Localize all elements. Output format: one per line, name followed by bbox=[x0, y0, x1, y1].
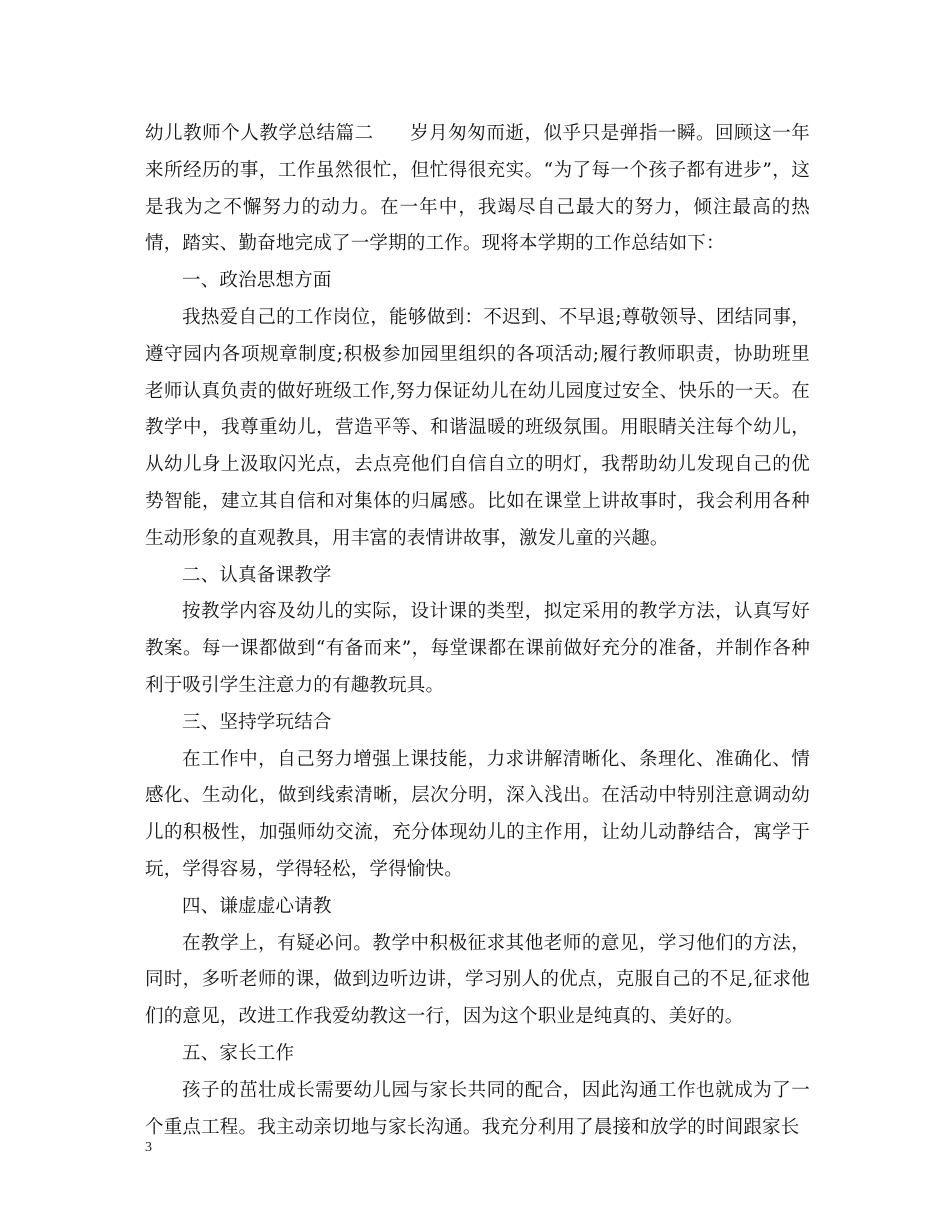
section-paragraph-parent-work: 孩子的茁壮成长需要幼儿园与家长共同的配合，因此沟通工作也就成为了一个重点工程。我主动亲切地与家长沟通。我充分利用了晨接和放学的时间跟家长 bbox=[145, 1079, 810, 1138]
document-body bbox=[145, 116, 810, 1146]
section-paragraph-politics: 我热爱自己的工作岗位，能够做到：不迟到、不早退;尊敬领导、团结同事，遵守园内各项规章制度;积极参加园里组织的各项活动;履行教师职责，协助班里老师认真负责的做好班级工作,努力保证幼儿在幼儿园度过安全、快乐的一天。在教学中，我尊重幼儿，营造平等、和谐温暖的班级氛围。用眼睛关注每个幼儿，从幼儿身上汲取闪光点，去点亮他们自信自立的明灯，我帮助幼儿发现自己的优势智能，建立其自信和对集体的归属感。比如在课堂上讲故事时，我会利用各种生动形象的直观教具，用丰富的表情讲故事，激发儿童的兴趣。 bbox=[145, 306, 810, 549]
section-heading-politics: 一、政治思想方面 bbox=[182, 270, 332, 292]
section-paragraph-learn-and-play: 在工作中，自己努力增强上课技能，力求讲解清晰化、条理化、准确化、情感化、生动化，做到线索清晰，层次分明，深入浅出。在活动中特别注意调动幼儿的积极性，加强师幼交流，充分体现幼儿的主作用，让幼儿动静结合，寓学于玩，学得容易，学得轻松，学得愉快。 bbox=[145, 748, 810, 880]
intro-text: 岁月匆匆而逝，似乎只是弹指一瞬。回顾这一年来所经历的事，工作虽然很忙，但忙得很充实。“为了每一个孩子都有进步”，这是我为之不懈努力的动力。在一年中，我竭尽自己最大的努力，倾注最高的热情，踏实、勤奋地完成了一学期的工作。现将本学期的工作总结如下： bbox=[145, 123, 811, 255]
section-paragraph-lesson-prep: 按教学内容及幼儿的实际，设计课的类型，拟定采用的教学方法，认真写好教案。每一课都做到“有备而来”，每堂课都在课前做好充分的准备，并制作各种利于吸引学生注意力的有趣教玩具。 bbox=[145, 601, 810, 696]
section-heading-learn-and-play: 三、坚持学玩结合 bbox=[182, 711, 332, 733]
page-number: 3 bbox=[145, 1140, 152, 1155]
document-title: 幼儿教师个人教学总结篇二 bbox=[145, 123, 374, 144]
section-heading-lesson-prep: 二、认真备课教学 bbox=[182, 564, 332, 586]
section-paragraph-humble-learning: 在教学上，有疑必问。教学中积极征求其他老师的意见，学习他们的方法，同时，多听老师的课，做到边听边讲，学习别人的优点，克服自己的不足,征求他们的意见，改进工作我爱幼教这一行，因为这个职业是纯真的、美好的。 bbox=[145, 932, 810, 1028]
intro-paragraph bbox=[145, 116, 810, 263]
section-heading-parent-work: 五、家长工作 bbox=[182, 1042, 295, 1064]
section-heading-humble-learning: 四、谦虚虚心请教 bbox=[182, 895, 332, 917]
